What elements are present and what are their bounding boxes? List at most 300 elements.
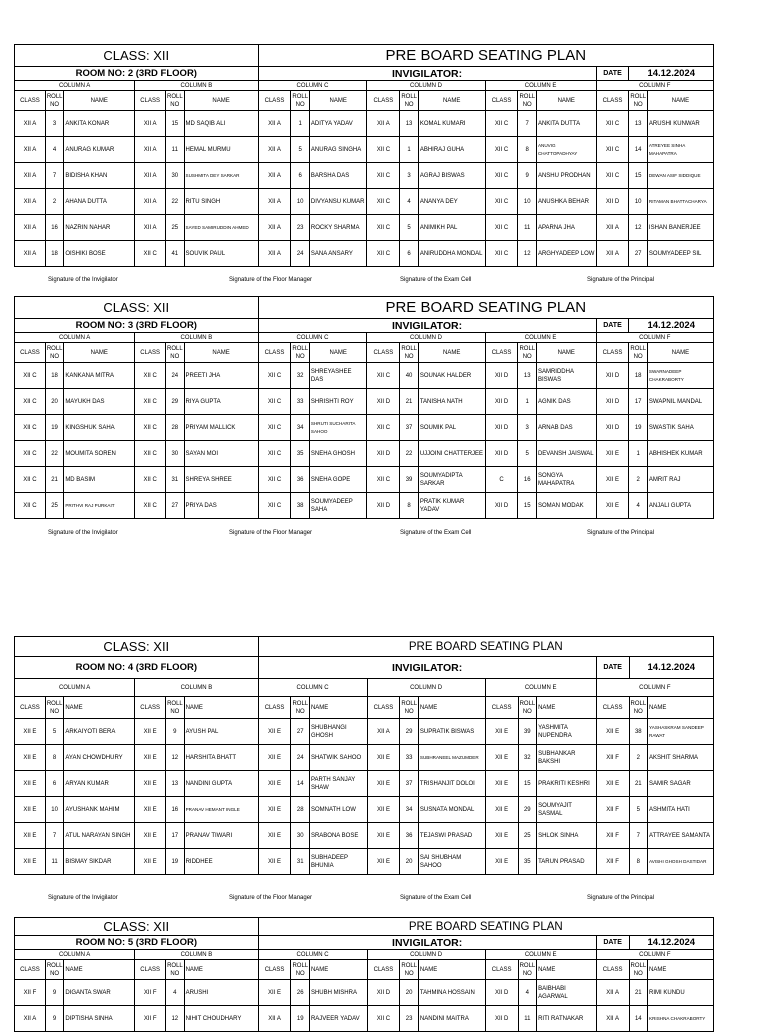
cell-class: XII A bbox=[367, 719, 400, 745]
cell-student-name: BAIBHABI AGARWAL bbox=[537, 980, 597, 1006]
table-row bbox=[15, 363, 714, 389]
header-class: CLASS bbox=[258, 91, 291, 111]
cell-class: XII A bbox=[15, 163, 46, 189]
cell-roll-no: 4 bbox=[518, 980, 537, 1006]
header-roll-no: ROLL NO bbox=[45, 697, 64, 719]
cell-roll-no: 39 bbox=[400, 467, 418, 493]
class-title: CLASS: XII bbox=[15, 918, 259, 936]
cell-roll-no: 21 bbox=[629, 980, 648, 1006]
cell-roll-no: 4 bbox=[45, 137, 63, 163]
cell-class: XII C bbox=[485, 241, 518, 267]
cell-class: XII C bbox=[258, 467, 291, 493]
cell-class: XII E bbox=[15, 771, 46, 797]
date-label: DATE bbox=[596, 657, 629, 679]
cell-class: XII C bbox=[258, 441, 291, 467]
cell-class: XII E bbox=[367, 797, 400, 823]
cell-roll-no: 9 bbox=[518, 163, 536, 189]
cell-student-name: RIMI KUNDU bbox=[648, 980, 714, 1006]
cell-roll-no: 2 bbox=[629, 467, 647, 493]
column-label-f: COLUMN F bbox=[596, 950, 713, 960]
header-name: NAME bbox=[418, 960, 485, 980]
cell-student-name: SHRISHTI ROY bbox=[309, 389, 367, 415]
cell-student-name: ARUSHI bbox=[184, 980, 258, 1006]
column-label-b: COLUMN B bbox=[135, 950, 258, 960]
cell-class: XII A bbox=[135, 189, 166, 215]
header-name: NAME bbox=[536, 91, 596, 111]
header-class: CLASS bbox=[485, 697, 518, 719]
cell-roll-no: 31 bbox=[291, 849, 310, 875]
date-label: DATE bbox=[596, 936, 629, 950]
cell-class: XII A bbox=[596, 1006, 629, 1032]
cell-student-name: RIYA GUPTA bbox=[184, 389, 258, 415]
cell-student-name: DEVANSH JAISWAL bbox=[536, 441, 596, 467]
cell-roll-no: 9 bbox=[45, 1006, 64, 1032]
room-label: ROOM NO: 5 (3RD FLOOR) bbox=[15, 936, 259, 950]
cell-class: XII C bbox=[367, 163, 400, 189]
cell-student-name: ATUL NARAYAN SINGH bbox=[64, 823, 135, 849]
header-roll-no: ROLL NO bbox=[166, 960, 185, 980]
cell-student-name: ARUSHI KUNWAR bbox=[647, 111, 713, 137]
table-row bbox=[15, 719, 714, 745]
cell-class: XII C bbox=[135, 415, 166, 441]
header-class: CLASS bbox=[485, 343, 518, 363]
cell-student-name: SHUBHANGI GHOSH bbox=[309, 719, 367, 745]
header-roll-no: ROLL NO bbox=[518, 343, 536, 363]
cell-class: XII A bbox=[258, 111, 291, 137]
cell-student-name: SNEHA GOPE bbox=[309, 467, 367, 493]
cell-student-name: PRANAV HEMANT INGLE bbox=[184, 797, 258, 823]
cell-student-name: ROCKY SHARMA bbox=[309, 215, 367, 241]
signature-floor-manager: Signature of the Floor Manager bbox=[229, 530, 313, 536]
cell-student-name: SRABONA BOSE bbox=[309, 823, 367, 849]
cell-class: XII D bbox=[367, 980, 400, 1006]
cell-class: XII E bbox=[485, 849, 518, 875]
cell-student-name: NIHIT CHOUDHARY bbox=[184, 1006, 258, 1032]
cell-roll-no: 16 bbox=[45, 215, 63, 241]
cell-student-name: SAMIR SAGAR bbox=[648, 771, 714, 797]
plan-title: PRE BOARD SEATING PLAN bbox=[258, 45, 713, 67]
cell-class: XII A bbox=[135, 163, 166, 189]
cell-roll-no: 5 bbox=[291, 137, 309, 163]
cell-class: XII E bbox=[15, 797, 46, 823]
cell-class: XII C bbox=[367, 215, 400, 241]
cell-class: XII A bbox=[258, 1006, 291, 1032]
header-class: CLASS bbox=[15, 697, 46, 719]
cell-student-name: ANSHU PRODHAN bbox=[536, 163, 596, 189]
cell-roll-no: 11 bbox=[518, 1006, 537, 1032]
cell-class: XII C bbox=[367, 1006, 400, 1032]
cell-student-name: SOUVIK PAUL bbox=[184, 241, 258, 267]
cell-class: XII C bbox=[367, 137, 400, 163]
column-label-a: COLUMN A bbox=[15, 333, 135, 343]
column-label-f: COLUMN F bbox=[596, 679, 713, 697]
cell-student-name: SHREYA SHREE bbox=[184, 467, 258, 493]
cell-class: XII D bbox=[485, 389, 518, 415]
cell-student-name: ARYAN KUMAR bbox=[64, 771, 135, 797]
cell-roll-no: 13 bbox=[166, 771, 185, 797]
cell-student-name: RITU SINGH bbox=[184, 189, 258, 215]
invigilator-label: INVIGILATOR: bbox=[258, 936, 596, 950]
cell-student-name: DIVYANSU KUMAR bbox=[309, 189, 367, 215]
header-roll-no: ROLL NO bbox=[45, 91, 63, 111]
header-class: CLASS bbox=[135, 343, 166, 363]
header-class: CLASS bbox=[367, 343, 400, 363]
header-roll-no: ROLL NO bbox=[291, 697, 310, 719]
cell-class: XII E bbox=[485, 745, 518, 771]
cell-class: XII E bbox=[485, 797, 518, 823]
cell-class: XII A bbox=[135, 111, 166, 137]
cell-roll-no: 19 bbox=[166, 849, 185, 875]
column-label-f: COLUMN F bbox=[596, 333, 713, 343]
date-label: DATE bbox=[596, 319, 629, 333]
cell-student-name: AHANA DUTTA bbox=[64, 189, 135, 215]
signature-floor-manager: Signature of the Floor Manager bbox=[229, 895, 313, 901]
cell-student-name: ANIRUDDHA MONDAL bbox=[418, 241, 485, 267]
cell-class: XII E bbox=[258, 771, 291, 797]
date-value: 14.12.2024 bbox=[629, 657, 713, 679]
cell-roll-no: 22 bbox=[166, 189, 184, 215]
cell-student-name: SOUMYADIPTA SARKAR bbox=[418, 467, 485, 493]
cell-roll-no: 17 bbox=[629, 389, 647, 415]
cell-roll-no: 12 bbox=[629, 215, 647, 241]
cell-student-name: ABHIRAJ GUHA bbox=[418, 137, 485, 163]
cell-class: XII D bbox=[596, 363, 629, 389]
cell-roll-no: 13 bbox=[400, 111, 418, 137]
column-label-b: COLUMN B bbox=[135, 81, 258, 91]
cell-student-name: ANANYA DEY bbox=[418, 189, 485, 215]
cell-student-name: ARGHYADEEP LOW bbox=[536, 241, 596, 267]
cell-student-name: DEWAN ASIF SIDDIQUE bbox=[647, 163, 713, 189]
table-row bbox=[15, 389, 714, 415]
cell-class: XII C bbox=[367, 467, 400, 493]
cell-student-name: SWAPNIL MANDAL bbox=[647, 389, 713, 415]
cell-roll-no: 28 bbox=[291, 797, 310, 823]
cell-student-name: ARNAB DAS bbox=[536, 415, 596, 441]
cell-student-name: KRISHNA CHAKRABORTY bbox=[648, 1006, 714, 1032]
cell-roll-no: 6 bbox=[291, 163, 309, 189]
cell-roll-no: 38 bbox=[291, 493, 309, 519]
cell-roll-no: 19 bbox=[45, 415, 63, 441]
header-name: NAME bbox=[184, 91, 258, 111]
cell-roll-no: 34 bbox=[291, 415, 309, 441]
room-4-seating-table bbox=[14, 636, 714, 875]
cell-class: XII D bbox=[485, 363, 518, 389]
cell-class: XII A bbox=[258, 137, 291, 163]
cell-roll-no: 37 bbox=[400, 415, 418, 441]
cell-class: XII E bbox=[15, 719, 46, 745]
cell-class: XII A bbox=[258, 215, 291, 241]
cell-class: XII E bbox=[258, 849, 291, 875]
cell-student-name: PRIYA DAS bbox=[184, 493, 258, 519]
cell-student-name: DIPTISHA SINHA bbox=[64, 1006, 135, 1032]
cell-roll-no: 26 bbox=[291, 980, 310, 1006]
cell-student-name: TARUN PRASAD bbox=[537, 849, 597, 875]
table-row bbox=[15, 189, 714, 215]
cell-student-name: SUSHMITA DEY SARKAR bbox=[184, 163, 258, 189]
cell-roll-no: 20 bbox=[400, 980, 419, 1006]
cell-roll-no: 9 bbox=[166, 719, 185, 745]
cell-roll-no: 35 bbox=[291, 441, 309, 467]
cell-student-name: NANDINI GUPTA bbox=[184, 771, 258, 797]
cell-class: XII F bbox=[135, 1006, 166, 1032]
column-label-d: COLUMN D bbox=[367, 81, 485, 91]
cell-student-name: NAZRIN NAHAR bbox=[64, 215, 135, 241]
cell-class: XII D bbox=[485, 1006, 518, 1032]
cell-student-name: SOMAN MODAK bbox=[536, 493, 596, 519]
cell-roll-no: 8 bbox=[400, 493, 418, 519]
cell-student-name: AGNIK DAS bbox=[536, 389, 596, 415]
cell-student-name: SHRUTI SUCHARITA SAHOO bbox=[309, 415, 367, 441]
cell-student-name: SOMNATH LOW bbox=[309, 797, 367, 823]
cell-roll-no: 27 bbox=[629, 241, 647, 267]
cell-student-name: SHLOK SINHA bbox=[537, 823, 597, 849]
cell-roll-no: 7 bbox=[45, 163, 63, 189]
signature-principal: Signature of the Principal bbox=[587, 530, 655, 536]
cell-student-name: AMRIT RAJ bbox=[647, 467, 713, 493]
cell-class: XII C bbox=[135, 467, 166, 493]
cell-class: XII E bbox=[258, 745, 291, 771]
cell-roll-no: 10 bbox=[45, 797, 64, 823]
table-row bbox=[15, 797, 714, 823]
cell-class: XII E bbox=[135, 745, 166, 771]
invigilator-label: INVIGILATOR: bbox=[258, 657, 596, 679]
cell-roll-no: 21 bbox=[45, 467, 63, 493]
cell-roll-no: 6 bbox=[400, 241, 418, 267]
cell-roll-no: 24 bbox=[166, 363, 184, 389]
cell-student-name: PRANAV TIWARI bbox=[184, 823, 258, 849]
cell-roll-no: 31 bbox=[166, 467, 184, 493]
header-roll-no: ROLL NO bbox=[629, 91, 647, 111]
cell-roll-no: 25 bbox=[518, 823, 537, 849]
header-roll-no: ROLL NO bbox=[291, 91, 309, 111]
signature-principal: Signature of the Principal bbox=[587, 895, 655, 901]
column-label-e: COLUMN E bbox=[485, 679, 596, 697]
cell-student-name: RITAMAN BHATTACHARYA bbox=[647, 189, 713, 215]
cell-roll-no: 21 bbox=[629, 771, 648, 797]
signature-exam-cell: Signature of the Exam Cell bbox=[400, 530, 472, 536]
header-name: NAME bbox=[184, 960, 258, 980]
cell-class: XII E bbox=[258, 797, 291, 823]
cell-roll-no: 3 bbox=[45, 111, 63, 137]
table-row bbox=[15, 980, 714, 1006]
cell-student-name: ANKITA DUTTA bbox=[536, 111, 596, 137]
cell-student-name: SUBHANKAR BAKSHI bbox=[537, 745, 597, 771]
cell-roll-no: 9 bbox=[45, 980, 64, 1006]
header-roll-no: ROLL NO bbox=[400, 697, 419, 719]
signature-exam-cell: Signature of the Exam Cell bbox=[400, 277, 472, 283]
cell-class: XII C bbox=[258, 493, 291, 519]
cell-class: XII D bbox=[596, 389, 629, 415]
column-label-c: COLUMN C bbox=[258, 81, 367, 91]
cell-student-name: PRAKRITI KESHRI bbox=[537, 771, 597, 797]
cell-roll-no: 33 bbox=[400, 745, 419, 771]
cell-roll-no: 3 bbox=[518, 415, 536, 441]
cell-roll-no: 16 bbox=[518, 467, 536, 493]
cell-roll-no: 5 bbox=[400, 215, 418, 241]
cell-roll-no: 36 bbox=[400, 823, 419, 849]
cell-student-name: ANURAG SINGHA bbox=[309, 137, 367, 163]
cell-class: XII E bbox=[258, 980, 291, 1006]
cell-class: XII C bbox=[596, 163, 629, 189]
cell-student-name: ANIMIKH PAL bbox=[418, 215, 485, 241]
cell-class: XII C bbox=[15, 467, 46, 493]
cell-student-name: MAYUKH DAS bbox=[64, 389, 135, 415]
cell-student-name: APARNA JHA bbox=[536, 215, 596, 241]
cell-roll-no: 21 bbox=[400, 389, 418, 415]
cell-student-name: RIDDHEE bbox=[184, 849, 258, 875]
cell-roll-no: 4 bbox=[400, 189, 418, 215]
cell-student-name: PRIYAM MALLICK bbox=[184, 415, 258, 441]
cell-roll-no: 14 bbox=[291, 771, 310, 797]
cell-roll-no: 11 bbox=[518, 215, 536, 241]
room-5-seating-table bbox=[14, 917, 714, 1032]
cell-student-name: SAYAN MOI bbox=[184, 441, 258, 467]
cell-student-name: DIGANTA SWAR bbox=[64, 980, 135, 1006]
cell-student-name: SOUMYADEEP SAHA bbox=[309, 493, 367, 519]
cell-roll-no: 32 bbox=[291, 363, 309, 389]
cell-class: XII D bbox=[485, 415, 518, 441]
cell-class: XII E bbox=[15, 745, 46, 771]
cell-student-name: ADITYA YADAV bbox=[309, 111, 367, 137]
cell-class: XII F bbox=[15, 980, 46, 1006]
cell-student-name: ARKAIYOTI BERA bbox=[64, 719, 135, 745]
plan-title: PRE BOARD SEATING PLAN bbox=[258, 637, 713, 657]
cell-roll-no: 37 bbox=[400, 771, 419, 797]
column-label-a: COLUMN A bbox=[15, 81, 135, 91]
cell-roll-no: 29 bbox=[518, 797, 537, 823]
header-roll-no: ROLL NO bbox=[629, 960, 648, 980]
cell-student-name: TANISHA NATH bbox=[418, 389, 485, 415]
cell-student-name: OISHIKI BOSE bbox=[64, 241, 135, 267]
header-class: CLASS bbox=[15, 960, 46, 980]
cell-class: XII A bbox=[258, 189, 291, 215]
cell-roll-no: 17 bbox=[166, 823, 185, 849]
cell-class: XII C bbox=[135, 493, 166, 519]
cell-class: XII E bbox=[596, 467, 629, 493]
header-roll-no: ROLL NO bbox=[518, 697, 537, 719]
plan-title: PRE BOARD SEATING PLAN bbox=[258, 918, 713, 936]
cell-student-name: KINGSHUK SAHA bbox=[64, 415, 135, 441]
header-name: NAME bbox=[537, 960, 597, 980]
cell-roll-no: 12 bbox=[166, 745, 185, 771]
cell-student-name: ABHISHEK KUMAR bbox=[647, 441, 713, 467]
cell-class: XII E bbox=[135, 771, 166, 797]
cell-roll-no: 30 bbox=[291, 823, 310, 849]
cell-class: XII E bbox=[15, 823, 46, 849]
cell-roll-no: 1 bbox=[518, 389, 536, 415]
cell-roll-no: 15 bbox=[518, 771, 537, 797]
cell-class: XII D bbox=[367, 441, 400, 467]
cell-class: XII E bbox=[367, 745, 400, 771]
cell-class: XII E bbox=[596, 493, 629, 519]
cell-class: XII D bbox=[596, 189, 629, 215]
cell-class: XII C bbox=[15, 363, 46, 389]
cell-student-name: SANA ANSARY bbox=[309, 241, 367, 267]
cell-roll-no: 22 bbox=[400, 441, 418, 467]
header-roll-no: ROLL NO bbox=[400, 960, 419, 980]
cell-roll-no: 14 bbox=[629, 137, 647, 163]
header-class: CLASS bbox=[596, 91, 629, 111]
cell-class: C bbox=[485, 467, 518, 493]
date-label: DATE bbox=[596, 67, 629, 81]
header-class: CLASS bbox=[135, 91, 166, 111]
cell-class: XII C bbox=[367, 241, 400, 267]
cell-class: XII A bbox=[596, 241, 629, 267]
cell-student-name: SOUMYADEEP SIL bbox=[647, 241, 713, 267]
cell-class: XII E bbox=[485, 771, 518, 797]
header-class: CLASS bbox=[15, 91, 46, 111]
table-row bbox=[15, 745, 714, 771]
table-row bbox=[15, 215, 714, 241]
cell-student-name: HEMAL MURMU bbox=[184, 137, 258, 163]
cell-roll-no: 19 bbox=[291, 1006, 310, 1032]
cell-roll-no: 27 bbox=[166, 493, 184, 519]
cell-class: XII A bbox=[596, 980, 629, 1006]
class-title: CLASS: XII bbox=[15, 297, 259, 319]
cell-class: XII E bbox=[135, 849, 166, 875]
class-title: CLASS: XII bbox=[15, 45, 259, 67]
header-name: NAME bbox=[184, 343, 258, 363]
cell-roll-no: 22 bbox=[45, 441, 63, 467]
cell-roll-no: 4 bbox=[166, 980, 185, 1006]
table-row bbox=[15, 415, 714, 441]
cell-student-name: AGRAJ BISWAS bbox=[418, 163, 485, 189]
cell-class: XII E bbox=[596, 719, 629, 745]
header-name: NAME bbox=[184, 697, 258, 719]
header-roll-no: ROLL NO bbox=[400, 343, 418, 363]
header-class: CLASS bbox=[135, 960, 166, 980]
cell-roll-no: 33 bbox=[291, 389, 309, 415]
cell-student-name: TRISHANJIT DOLOI bbox=[418, 771, 485, 797]
header-roll-no: ROLL NO bbox=[166, 91, 184, 111]
signature-row-room-2 bbox=[0, 276, 768, 284]
cell-class: XII E bbox=[485, 823, 518, 849]
cell-student-name: PARTH SANJAY SHAW bbox=[309, 771, 367, 797]
cell-roll-no: 18 bbox=[45, 363, 63, 389]
cell-student-name: SUBHADEEP BHUNIA bbox=[309, 849, 367, 875]
table-row bbox=[15, 771, 714, 797]
cell-student-name: RAJVEER YADAV bbox=[309, 1006, 367, 1032]
cell-student-name: SNEHA GHOSH bbox=[309, 441, 367, 467]
header-class: CLASS bbox=[367, 960, 400, 980]
header-class: CLASS bbox=[485, 91, 518, 111]
cell-class: XII C bbox=[485, 215, 518, 241]
cell-class: XII E bbox=[596, 441, 629, 467]
cell-roll-no: 5 bbox=[518, 441, 536, 467]
header-name: NAME bbox=[309, 960, 367, 980]
cell-student-name: PRATIK KUMAR YADAV bbox=[418, 493, 485, 519]
table-row bbox=[15, 493, 714, 519]
cell-class: XII E bbox=[596, 771, 629, 797]
cell-roll-no: 10 bbox=[518, 189, 536, 215]
cell-class: XII F bbox=[596, 745, 629, 771]
cell-roll-no: 11 bbox=[166, 137, 184, 163]
signature-invigilator: Signature of the Invigilator bbox=[48, 530, 118, 536]
cell-class: XII C bbox=[367, 415, 400, 441]
cell-class: XII C bbox=[135, 363, 166, 389]
cell-class: XII A bbox=[15, 1006, 46, 1032]
cell-student-name: SHUBH MISHRA bbox=[309, 980, 367, 1006]
header-class: CLASS bbox=[258, 960, 291, 980]
cell-roll-no: 41 bbox=[166, 241, 184, 267]
cell-roll-no: 1 bbox=[629, 441, 647, 467]
cell-class: XII E bbox=[135, 823, 166, 849]
header-roll-no: ROLL NO bbox=[45, 343, 63, 363]
cell-class: XII D bbox=[485, 980, 518, 1006]
cell-roll-no: 5 bbox=[45, 719, 64, 745]
cell-roll-no: 38 bbox=[629, 719, 648, 745]
cell-class: XII C bbox=[485, 189, 518, 215]
